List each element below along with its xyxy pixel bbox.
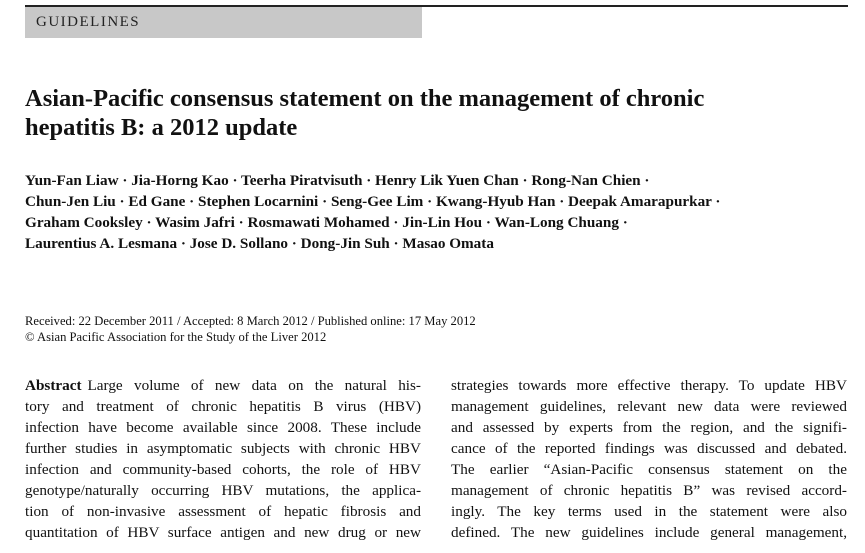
abstract-label: Abstract	[25, 377, 82, 394]
abstract-line: ingly. The key terms used in the statement were also	[451, 503, 847, 520]
abstract-line: infection and community-based cohorts, the role of HBV	[25, 461, 421, 478]
publication-info	[25, 313, 845, 345]
abstract-line: The earlier “Asian-Pacific consensus statement on the	[451, 461, 847, 478]
abstract-line: tion of non-invasive assessment of hepatic fibrosis and	[25, 503, 421, 520]
abstract-line: defined. The new guidelines include general management,	[451, 524, 847, 541]
abstract-line: further studies in asymptomatic subjects with chronic HBV	[25, 440, 421, 457]
abstract-line: cance of the reported findings was discussed and debated.	[451, 440, 847, 457]
author-line: Graham Cooksley · Wasim Jafri · Rosmawati Mohamed · Jin-Lin Hou · Wan-Long Chuang ·	[25, 214, 628, 231]
section-banner	[25, 7, 422, 38]
abstract-line-text: Large volume of new data on the natural his-	[87, 377, 421, 394]
author-line: Yun-Fan Liaw · Jia-Horng Kao · Teerha Piratvisuth · Henry Lik Yuen Chan · Rong-Nan Chien ·	[25, 172, 650, 189]
title-line: hepatitis B: a 2012 update	[25, 114, 298, 141]
article-title	[25, 84, 845, 142]
copyright-notice: © Asian Pacific Association for the Study of the Liver 2012	[25, 330, 327, 344]
abstract-line: management guidelines, relevant new data were reviewed	[451, 398, 847, 415]
abstract-column-left	[25, 375, 421, 543]
title-line: Asian-Pacific consensus statement on the management of chronic	[25, 85, 705, 112]
abstract-line: infection have become available since 2008. These include	[25, 419, 421, 436]
abstract-line: tory and treatment of chronic hepatitis B virus (HBV)	[25, 398, 421, 415]
publication-dates: Received: 22 December 2011 / Accepted: 8 March 2012 / Published online: 17 May 2012	[25, 314, 476, 328]
abstract-line	[25, 375, 421, 396]
abstract-line: genotype/naturally occurring HBV mutations, the applica-	[25, 482, 421, 499]
abstract-column-right	[451, 375, 847, 543]
author-list	[25, 170, 845, 254]
abstract-line: quantitation of HBV surface antigen and new drug or new	[25, 524, 421, 541]
author-line: Laurentius A. Lesmana · Jose D. Sollano · Dong-Jin Suh · Masao Omata	[25, 235, 494, 252]
abstract-line: and assessed by experts from the region, and the signifi-	[451, 419, 847, 436]
author-line: Chun-Jen Liu · Ed Gane · Stephen Locarnini · Seng-Gee Lim · Kwang-Hyub Han · Deepak Amarapurkar ·	[25, 193, 721, 210]
section-label: GUIDELINES	[36, 14, 141, 30]
abstract-line: management of chronic hepatitis B” was revised accord-	[451, 482, 847, 499]
abstract-line: strategies towards more effective therapy. To update HBV	[451, 377, 847, 394]
